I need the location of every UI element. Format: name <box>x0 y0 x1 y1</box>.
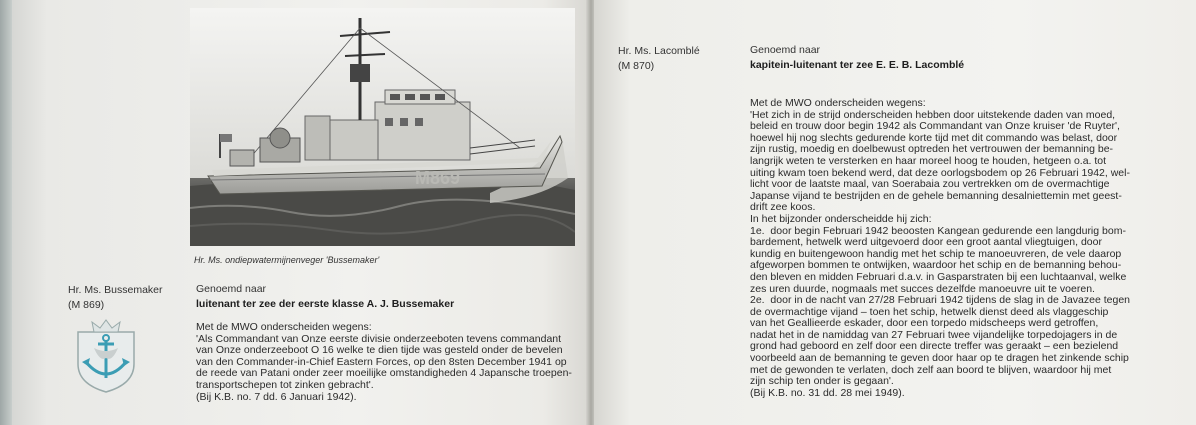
hull-number: M869 <box>415 168 461 188</box>
citation-line: drift zee koos. <box>750 201 816 214</box>
citation-line: (Bij K.B. no. 31 dd. 28 mei 1949). <box>750 386 905 399</box>
ship-crest-icon <box>72 318 140 394</box>
citation-line: 'Als Commandant van Onze eerste divisie onderzeeboten tevens commandant <box>196 332 562 345</box>
citation-line: zes uren duurde, nogmaals met succes dezelfde manoeuvre uit te voeren. <box>750 282 1095 295</box>
ship-number: (M 870) <box>618 60 655 72</box>
citation-line: (Bij K.B. no. 7 dd. 6 Januari 1942). <box>196 390 357 403</box>
citation-line: transportschepen tot zinken gebracht'. <box>196 378 374 391</box>
citation-line: afgeworpen bommen te ontwijken, waardoor het schip en de bemanning behou- <box>750 259 1122 272</box>
citation-line: nadat het in de namiddag van 27 Februari twee vijandelijke torpedojagers in de <box>750 328 1118 341</box>
citation-text <box>196 322 572 403</box>
citation-line: Japanse vijand te bestrijden en de gehele bemanning desalniettemin met geest- <box>750 189 1122 202</box>
left-page <box>0 0 590 425</box>
citation-line: de overmachtige vijand – toen het schip, hetwelk dienst deed als vlaggeschip <box>750 305 1109 318</box>
ship-name-bussemaker <box>68 283 163 313</box>
citation-line: 2e. door in de nacht van 27/28 Februari 1942 tijdens de slag in de Javazee tegen <box>750 294 1131 307</box>
citation-line: zijn schip ten onder is gegaan'. <box>750 375 894 388</box>
citation-line: den bleven en midden Februari d.a.v. in Gasparstraten bij een luchtaanval, welke <box>750 270 1127 283</box>
ship-photo <box>190 8 575 246</box>
named-after-label: Genoemd naar <box>750 44 821 56</box>
photo-caption: Hr. Ms. ondiepwatermijnenveger 'Bussemaker' <box>194 255 380 265</box>
citation-line: hoewel hij nog slechts gedurende korte tijd met dit commando was belast, door <box>750 131 1118 144</box>
citation-line: 1e. door begin Februari 1942 beoosten Kangean gedurende een langdurig bom- <box>750 224 1126 237</box>
citation-line: kundig en buitengewoon handig met het schip te manoeuvreren, de vele daarop <box>750 247 1122 260</box>
citation-line: grond had geboord en zelf door een directe treffer was geraakt – een bezielend <box>750 340 1119 353</box>
ship-title: Hr. Ms. Lacomblé <box>618 45 700 57</box>
citation-text <box>750 98 1130 399</box>
minesweeper-photo <box>190 8 575 246</box>
citation-line: licht voor de laatste maal, van Soerabaia zou vertrekken om de overmachtige <box>750 178 1110 191</box>
page-edge <box>0 0 12 425</box>
citation-line: 'Het zich in de strijd onderscheiden hebben door uitstekende daden van moed, <box>750 108 1116 121</box>
ship-number: (M 869) <box>68 299 105 311</box>
citation-line: van den Commander-in-Chief Eastern Forces, op den 8sten December 1941 op <box>196 355 567 368</box>
citation-line: Met de MWO onderscheiden wegens: <box>750 97 926 109</box>
named-after-person: kapitein-luitenant ter zee E. E. B. Lacomblé <box>750 59 965 71</box>
citation-line: zijn rustig, moedig en doelbewust optreden het vertrouwen der bemanning be- <box>750 143 1114 156</box>
citation-line: de reede van Patani onder zeer moeilijke omstandigheden 4 Japansche troepen- <box>196 367 572 380</box>
citation-line: van Onze onderzeeboot O 16 welke te dien tijde was gesteld onder de bevelen <box>196 344 563 357</box>
citation-line: van het Geallieerde eskader, door een torpedo midscheeps werd getroffen, <box>750 317 1099 330</box>
citation-line: beleid en trouw door begin 1942 als Commandant van Onze kruiser 'de Ruyter', <box>750 120 1120 133</box>
citation-line: voorbeeld aan de bemanning te geven door haar op te dragen het zinkende schip <box>750 352 1129 365</box>
named-after-person: luitenant ter zee der eerste klasse A. J. Bussemaker <box>196 298 455 310</box>
citation-line: In het bijzonder onderscheidde hij zich: <box>750 212 932 225</box>
ship-name-lacomble <box>618 44 700 74</box>
ship-title: Hr. Ms. Bussemaker <box>68 284 163 296</box>
named-after-label: Genoemd naar <box>196 283 267 295</box>
citation-line: langrijk weten te versterken en haar moreel hoog te houden, hetgeen o.a. tot <box>750 154 1107 167</box>
right-page <box>594 0 1196 425</box>
citation-line: Met de MWO onderscheiden wegens: <box>196 321 372 333</box>
citation-line: uiting kwam toen bekend werd, dat deze oorlogsbodem op 26 Februari 1942, wel- <box>750 166 1130 179</box>
citation-line: bardement, hetwelk werd uitgevoerd door een groot aantal vliegtuigen, door <box>750 236 1102 249</box>
citation-line: met de gewonden te verlaten, doch zelf aan boord te blijven, waardoor hij met <box>750 363 1112 376</box>
